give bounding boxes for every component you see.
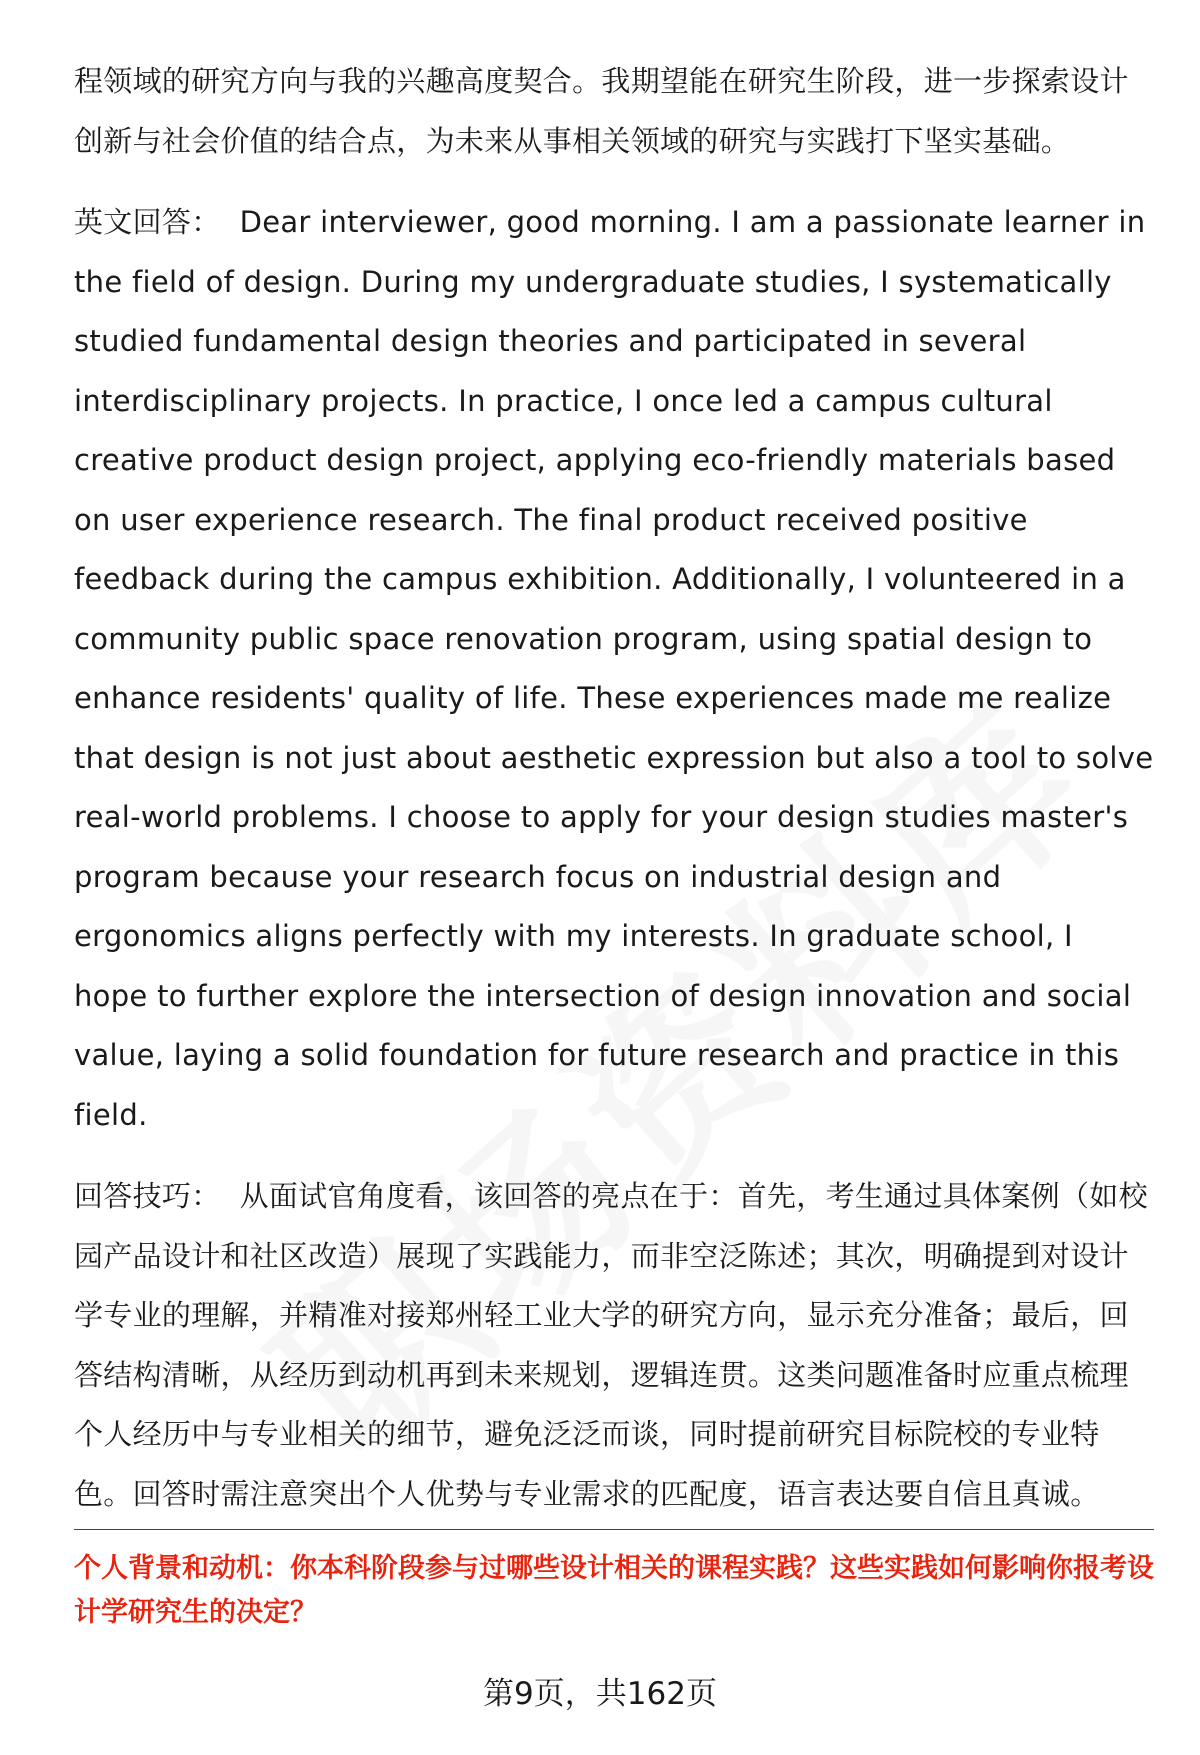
paragraph-english-answer [74, 193, 1154, 1145]
document-body [74, 52, 1154, 1524]
english-answer-label: 英文回答： [74, 205, 221, 239]
answer-tips-label: 回答技巧： [74, 1179, 221, 1213]
paragraph-answer-tips [74, 1167, 1154, 1524]
section-divider [74, 1529, 1154, 1530]
paragraph-chinese-answer-end: 程领域的研究方向与我的兴趣高度契合。我期望能在研究生阶段，进一步探索设计创新与社会价值的结合点，为未来从事相关领域的研究与实践打下坚实基础。 [74, 64, 1129, 158]
next-question-heading: 个人背景和动机：你本科阶段参与过哪些设计相关的课程实践？这些实践如何影响你报考设计学研究生的决定？ [74, 1553, 1154, 1628]
answer-tips-text: 从面试官角度看，该回答的亮点在于：首先，考生通过具体案例（如校园产品设计和社区改造）展现了实践能力，而非空泛陈述；其次，明确提到对设计学专业的理解，并精准对接郑州轻工业大学的研究方向，显示充分准备；最后，回答结构清晰，从经历到动机再到未来规划，逻辑连贯。这类问题准备时应重点梳理个人经历中与专业相关的细节，避免泛泛而谈，同时提前研究目标院校的专业特色。回答时需注意突出个人优势与专业需求的匹配度，语言表达要自信且真诚。 [74, 1179, 1148, 1511]
english-answer-text: Dear interviewer, good morning. I am a passionate learner in the field of design. During my undergraduate studies, I systematically studied fundamental design theories and participated in several interdisciplinary projects. In practice, I once led a campus cultural creative product design project, applying eco-friendly materials based on user experience research. The final product received positive feedback during the campus exhibition. Additionally, I volunteered in a community public space renovation program, using spatial design to enhance residents' quality of life. These experiences made me realize that design is not just about aesthetic expression but also a tool to solve real-world problems. I choose to apply for your design studies master's program because your research focus on industrial design and ergonomics aligns perfectly with my interests. In graduate school, I hope to further explore the intersection of design innovation and social value, laying a solid foundation for future research and practice in this field. [74, 205, 1154, 1132]
page-number-footer: 第9页，共162页 [483, 1676, 717, 1712]
